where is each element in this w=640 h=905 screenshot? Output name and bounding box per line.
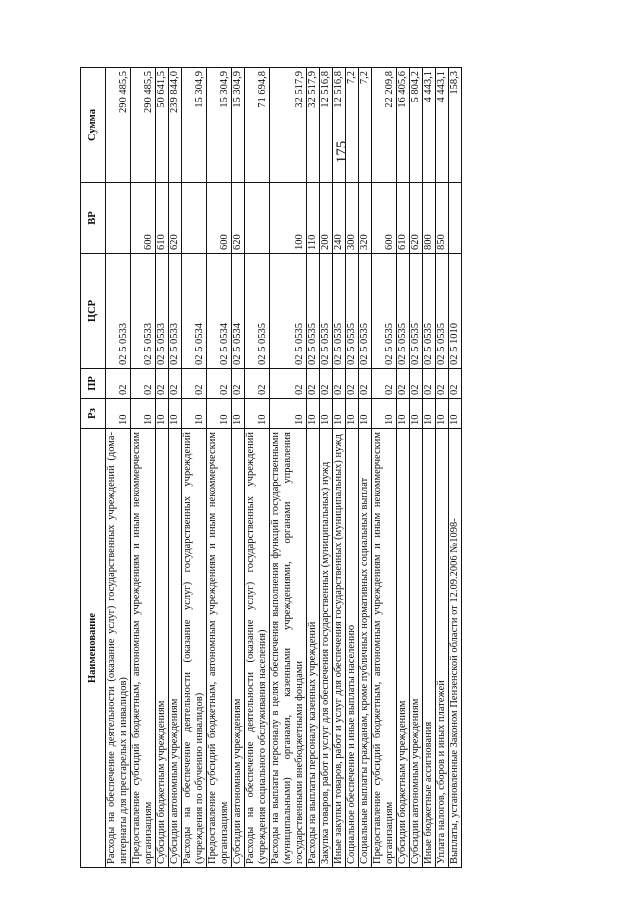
cell-pr: 02	[320, 369, 333, 399]
header-name: Наименование	[81, 429, 106, 868]
cell-csr: 02 5 0535	[320, 254, 333, 369]
header-csr: ЦСР	[81, 254, 106, 369]
cell-csr: 02 5 0535	[307, 254, 320, 369]
cell-name: Расходы на выплаты персоналу в целях обеспечения выполнения функций государственными (муниципальными) органами, казенными учреждениями, органами управления государственными внебюджетными фондами	[270, 429, 307, 868]
cell-name: Предоставление субсидий бюджетным, автономным учреждениям и иным некоммерческим организациям	[372, 429, 397, 868]
cell-pr: 02	[232, 369, 245, 399]
cell-sum: 22 209,8	[372, 68, 397, 183]
cell-vr	[449, 183, 462, 254]
table-row	[333, 68, 346, 868]
cell-csr: 02 5 0534	[232, 254, 245, 369]
cell-csr: 02 5 0535	[397, 254, 410, 369]
cell-vr: 610	[156, 183, 169, 254]
cell-name: Субсидии автономным учреждениям	[410, 429, 423, 868]
cell-rz: 10	[245, 399, 270, 429]
cell-sum: 32 517,9	[270, 68, 307, 183]
cell-pr: 02	[436, 369, 449, 399]
cell-sum: 15 304,9	[182, 68, 207, 183]
table-body	[106, 68, 462, 868]
cell-pr: 02	[397, 369, 410, 399]
table-row	[397, 68, 410, 868]
cell-sum: 4 443,1	[423, 68, 436, 183]
header-pr: ПР	[81, 369, 106, 399]
cell-sum: 16 405,6	[397, 68, 410, 183]
cell-name: Предоставление субсидий бюджетным, автономным учреждениям и иным некоммерческим организациям	[207, 429, 232, 868]
header-rz: Рз	[81, 399, 106, 429]
cell-csr: 02 5 0533	[169, 254, 182, 369]
cell-name: Расходы на обеспечение деятельности (оказание услуг) государственных учреждений (учреждения социального обслуживания населения)	[245, 429, 270, 868]
cell-pr: 02	[106, 369, 131, 399]
table-row	[270, 68, 307, 868]
cell-csr: 02 5 0535	[410, 254, 423, 369]
page-number: 175	[334, 140, 350, 164]
table-row	[449, 68, 462, 868]
cell-rz: 10	[270, 399, 307, 429]
cell-rz: 10	[346, 399, 359, 429]
cell-name: Иные бюджетные ассигнования	[423, 429, 436, 868]
cell-sum: 50 641,5	[156, 68, 169, 183]
cell-pr: 02	[359, 369, 372, 399]
cell-vr	[106, 183, 131, 254]
cell-sum: 12 516,8	[333, 68, 346, 183]
cell-vr: 110	[307, 183, 320, 254]
cell-sum: 290 485,5	[106, 68, 131, 183]
table-row	[436, 68, 449, 868]
table-row	[307, 68, 320, 868]
cell-pr: 02	[182, 369, 207, 399]
cell-rz: 10	[182, 399, 207, 429]
cell-pr: 02	[372, 369, 397, 399]
cell-sum: 290 485,5	[131, 68, 156, 183]
cell-vr	[245, 183, 270, 254]
table-row	[423, 68, 436, 868]
table-row	[182, 68, 207, 868]
table-header-row	[81, 68, 106, 868]
cell-csr: 02 5 0533	[106, 254, 131, 369]
table-row	[359, 68, 372, 868]
table-row	[156, 68, 169, 868]
cell-name: Иные закупки товаров, работ и услуг для обеспечения государственных (муниципальных) нужд	[333, 429, 346, 868]
cell-pr: 02	[423, 369, 436, 399]
cell-csr: 02 5 0535	[333, 254, 346, 369]
cell-pr: 02	[270, 369, 307, 399]
cell-name: Субсидии бюджетным учреждениям	[156, 429, 169, 868]
cell-sum: 15 304,9	[232, 68, 245, 183]
cell-sum: 239 844,0	[169, 68, 182, 183]
cell-vr: 200	[320, 183, 333, 254]
cell-name: Социальные выплаты гражданам, кроме публичных нормативных социальных выплат	[359, 429, 372, 868]
cell-rz: 10	[131, 399, 156, 429]
cell-vr: 320	[359, 183, 372, 254]
table-row	[320, 68, 333, 868]
cell-csr: 02 5 0535	[423, 254, 436, 369]
cell-csr: 02 5 0535	[245, 254, 270, 369]
table-row	[131, 68, 156, 868]
cell-pr: 02	[156, 369, 169, 399]
cell-rz: 10	[436, 399, 449, 429]
cell-name: Расходы на обеспечение деятельности (оказание услуг) государственных учреждений (дома-интернаты для престарелых и инвалидов)	[106, 429, 131, 868]
cell-name: Расходы на выплаты персоналу казенных учреждений	[307, 429, 320, 868]
cell-vr: 610	[397, 183, 410, 254]
cell-pr: 02	[245, 369, 270, 399]
cell-pr: 02	[410, 369, 423, 399]
table-row	[410, 68, 423, 868]
cell-pr: 02	[307, 369, 320, 399]
cell-name: Закупка товаров, работ и услуг для обеспечения государственных (муниципальных) нужд	[320, 429, 333, 868]
cell-pr: 02	[449, 369, 462, 399]
cell-sum: 7,2	[359, 68, 372, 183]
table-row	[106, 68, 131, 868]
cell-name: Предоставление субсидий бюджетным, автономным учреждениям и иным некоммерческим организациям	[131, 429, 156, 868]
header-vr: ВР	[81, 183, 106, 254]
cell-rz: 10	[106, 399, 131, 429]
cell-vr: 800	[423, 183, 436, 254]
cell-sum: 12 516,8	[320, 68, 333, 183]
cell-sum: 7,2	[346, 68, 359, 183]
table-row	[346, 68, 359, 868]
cell-rz: 10	[397, 399, 410, 429]
cell-sum: 71 694,8	[245, 68, 270, 183]
cell-csr: 02 5 0535	[436, 254, 449, 369]
table-row	[232, 68, 245, 868]
cell-rz: 10	[307, 399, 320, 429]
cell-csr: 02 5 0534	[207, 254, 232, 369]
budget-table	[80, 67, 462, 868]
cell-csr: 02 5 0534	[182, 254, 207, 369]
cell-name: Уплата налогов, сборов и иных платежей	[436, 429, 449, 868]
cell-sum: 5 804,2	[410, 68, 423, 183]
cell-csr: 02 5 0535	[359, 254, 372, 369]
table-row	[245, 68, 270, 868]
cell-vr: 600	[131, 183, 156, 254]
cell-name: Социальное обеспечение и иные выплаты населению	[346, 429, 359, 868]
cell-vr: 100	[270, 183, 307, 254]
cell-name: Субсидии бюджетным учреждениям	[397, 429, 410, 868]
cell-pr: 02	[346, 369, 359, 399]
cell-name: Субсидии автономным учреждениям	[169, 429, 182, 868]
cell-vr: 620	[410, 183, 423, 254]
table-row	[169, 68, 182, 868]
cell-sum: 15 304,9	[207, 68, 232, 183]
table-row	[207, 68, 232, 868]
cell-pr: 02	[131, 369, 156, 399]
cell-rz: 10	[449, 399, 462, 429]
cell-pr: 02	[207, 369, 232, 399]
cell-vr: 300	[346, 183, 359, 254]
cell-pr: 02	[169, 369, 182, 399]
cell-vr: 620	[169, 183, 182, 254]
cell-csr: 02 5 0533	[131, 254, 156, 369]
cell-rz: 10	[169, 399, 182, 429]
cell-sum: 32 517,9	[307, 68, 320, 183]
cell-vr: 850	[436, 183, 449, 254]
cell-rz: 10	[207, 399, 232, 429]
cell-vr: 240	[333, 183, 346, 254]
cell-name: Расходы на обеспечение деятельности (оказание услуг) государственных учреждений (учреждения по обучению инвалидов)	[182, 429, 207, 868]
table-row	[372, 68, 397, 868]
cell-rz: 10	[359, 399, 372, 429]
header-sum: Сумма	[81, 68, 106, 183]
cell-csr: 02 5 0533	[156, 254, 169, 369]
cell-sum: 158,3	[449, 68, 462, 183]
cell-name: Выплаты, установленные Законом Пензенской области от 12.09.2006 №1098-	[449, 429, 462, 868]
cell-rz: 10	[410, 399, 423, 429]
cell-vr: 620	[232, 183, 245, 254]
cell-csr: 02 5 0535	[372, 254, 397, 369]
cell-csr: 02 5 1010	[449, 254, 462, 369]
cell-rz: 10	[320, 399, 333, 429]
cell-sum: 4 443,1	[436, 68, 449, 183]
cell-pr: 02	[333, 369, 346, 399]
cell-csr: 02 5 0535	[346, 254, 359, 369]
cell-vr	[182, 183, 207, 254]
cell-csr: 02 5 0535	[270, 254, 307, 369]
cell-name: Субсидии автономным учреждениям	[232, 429, 245, 868]
cell-rz: 10	[232, 399, 245, 429]
cell-rz: 10	[372, 399, 397, 429]
cell-vr: 600	[372, 183, 397, 254]
cell-rz: 10	[156, 399, 169, 429]
cell-rz: 10	[423, 399, 436, 429]
cell-rz: 10	[333, 399, 346, 429]
rotated-table-container	[80, 68, 560, 868]
cell-vr: 600	[207, 183, 232, 254]
